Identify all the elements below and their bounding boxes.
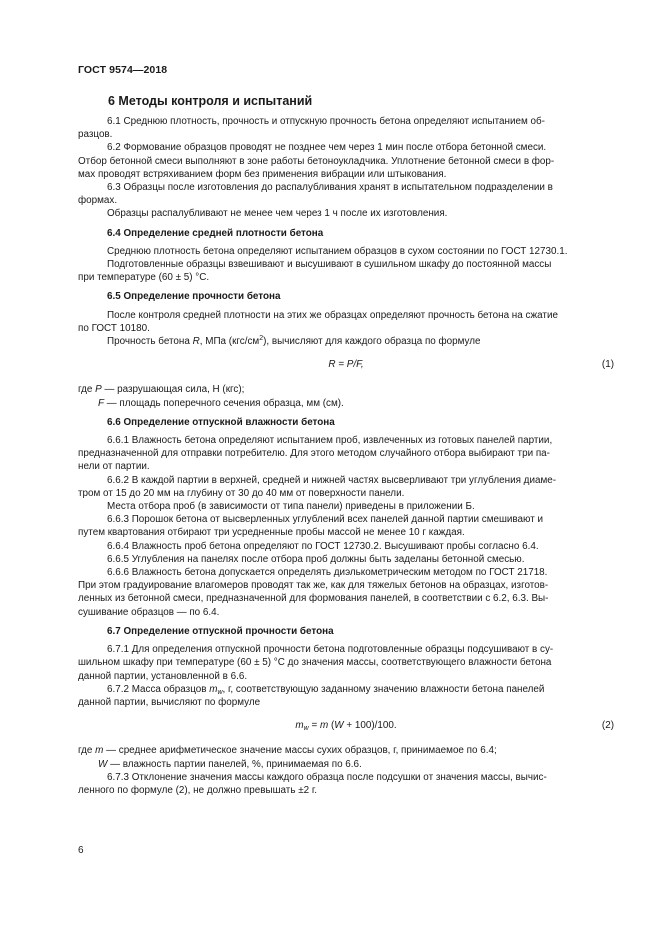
paragraph-6-6-2-line2: тром от 15 до 20 мм на глубину от 30 до 40 мм от поверхности панели. xyxy=(78,487,405,499)
section-title: 6 Методы контроля и испытаний xyxy=(108,94,313,108)
paragraph-6-5-line1: После контроля средней плотности на этих же образцах определяют прочность бетона на сжатие xyxy=(107,309,558,321)
paragraph-6-1-cont: разцов. xyxy=(78,129,113,141)
document-body xyxy=(78,115,614,797)
paragraph-6-7-3: 6.7.3 Отклонение значения массы каждого образца после подсушки от значения массы, вычис- xyxy=(107,771,547,783)
standard-header: ГОСТ 9574—2018 xyxy=(78,64,168,76)
paragraph-6-6-2: 6.6.2 В каждой партии в верхней, средней и нижней частях высверливают три углубления диаме- xyxy=(107,474,557,486)
paragraph-6-2-line3: мах проводят встряхиванием форм без применения вибрации или штыкования. xyxy=(78,168,447,180)
formula-1 xyxy=(78,358,614,371)
paragraph-6-6-3-line2: путем квартования отбирают три усредненные пробы массой не менее 10 г каждая. xyxy=(78,527,465,539)
paragraph-6-5-line3: Прочность бетона R, МПа $(кгс/см^2)$, вычисляют для каждого образца по формуле xyxy=(107,335,481,348)
subsection-6-7-title: 6.7 Определение отпускной прочности бетона xyxy=(107,625,334,637)
paragraph-6-6-4: 6.6.4 Влажность проб бетона определяют по ГОСТ 12730.2. Высушивают пробы согласно 6.4. xyxy=(107,540,539,552)
subsection-6-6-title: 6.6 Определение отпускной влажности бетона xyxy=(107,416,335,428)
paragraph-6-2: 6.2 Формование образцов проводят не позднее чем через 1 мин после отбора бетонной смеси. xyxy=(107,142,547,154)
formula-2-number: (2) xyxy=(601,720,614,732)
paragraph-6-7-1-line3: данной партии, установленной в 6.6. xyxy=(78,670,248,682)
paragraph-6-2-line2: Отбор бетонной смеси выполняют в зоне работы бетоноукладчика. Уплотнение бетонной смеси в фор- xyxy=(78,155,555,167)
paragraph-6-3: 6.3 Образцы после изготовления до распалубливания хранят в испытательном подразделении в xyxy=(107,182,553,194)
paragraph-6-6-5: 6.6.5 Углубления на панелях после отбора проб должны быть заделаны бетонной смесью. xyxy=(107,553,525,565)
formula-1-number: (1) xyxy=(601,359,614,371)
formula-1-where-f: F — площадь поперечного сечения образца, мм (см). xyxy=(98,397,344,409)
paragraph-6-7-1-line2: шильном шкафу при температуре (60 ± 5) °С до значения массы, соответствующего влажности бетона xyxy=(78,657,552,669)
paragraph-6-6-6-line2: При этом градуирование влагомеров проводят так же, как для тяжелых бетонов на образцах, изготов- xyxy=(78,580,549,592)
paragraph-6-3-note: Образцы распалубливают не менее чем через 1 ч после их изготовления. xyxy=(107,208,448,220)
page-number: 6 xyxy=(78,845,84,856)
formula-2 xyxy=(78,719,614,732)
formula-1-expression: R = P/F, xyxy=(328,359,364,371)
subsection-6-4-title: 6.4 Определение средней плотности бетона xyxy=(107,227,324,239)
paragraph-6-7-2: 6.7.2 Масса образцов $m_w$, г, соответствующую заданному значению влажности бетона панелей xyxy=(107,683,545,696)
paragraph-6-5-line2: по ГОСТ 10180. xyxy=(78,322,150,334)
paragraph-6-3-line2: формах. xyxy=(78,195,118,207)
paragraph-6-6-3: 6.6.3 Порошок бетона от высверленных углублений всех панелей данной партии смешивают и xyxy=(107,514,544,526)
paragraph-6-7-1: 6.7.1 Для определения отпускной прочности бетона подготовленные образцы подсушивают в су- xyxy=(107,644,554,656)
formula-1-where-p: где P — разрушающая сила, Н (кгс); xyxy=(78,384,245,396)
paragraph-6-6-1: 6.6.1 Влажность бетона определяют испытанием проб, извлеченных из готовых панелей партии, xyxy=(107,435,553,447)
paragraph-6-6-6: 6.6.6 Влажность бетона допускается определять диэлькометрическим методом по ГОСТ 21718. xyxy=(107,567,548,579)
paragraph-6-6-2-note: Места отбора проб (в зависимости от типа панели) приведены в приложении Б. xyxy=(107,501,475,513)
formula-2-expression: $m_w = m$ (W + 100)/100. xyxy=(295,720,397,733)
paragraph-6-7-3-line2: ленного по формуле (2), не должно превышать ±2 г. xyxy=(78,784,317,796)
subsection-6-5-title: 6.5 Определение прочности бетона xyxy=(107,291,281,303)
formula-2-where-w: W — влажность партии панелей, %, принимаемая по 6.6. xyxy=(98,758,362,770)
formula-2-where-m: где m — среднее арифметическое значение массы сухих образцов, г, принимаемое по 6.4; xyxy=(78,745,497,757)
paragraph-6-7-2-line2: данной партии, вычисляют по формуле xyxy=(78,696,261,708)
paragraph-6-6-6-line3: ленных из бетонной смеси, предназначенной для формования панелей, в соответствии с 6.2, 6.3. Вы- xyxy=(78,593,549,605)
paragraph-6-4-line2: Подготовленные образцы взвешивают и высушивают в сушильном шкафу до постоянной массы xyxy=(107,259,552,271)
paragraph-6-6-1-line3: нели от партии. xyxy=(78,461,150,473)
paragraph-6-6-1-line2: предназначенной для отправки потребителю. Для этого методом случайного отбора выбирают три па- xyxy=(78,448,550,460)
paragraph-6-4-line1: Среднюю плотность бетона определяют испытанием образцов в сухом состоянии по ГОСТ 12730.1. xyxy=(107,245,568,257)
paragraph-6-1: 6.1 Среднюю плотность, прочность и отпускную прочность бетона определяют испытанием об- xyxy=(107,116,545,127)
paragraph-6-4-line3: при температуре (60 ± 5) °С. xyxy=(78,272,210,284)
paragraph-6-6-6-line4: сушивание образцов — по 6.4. xyxy=(78,606,220,618)
